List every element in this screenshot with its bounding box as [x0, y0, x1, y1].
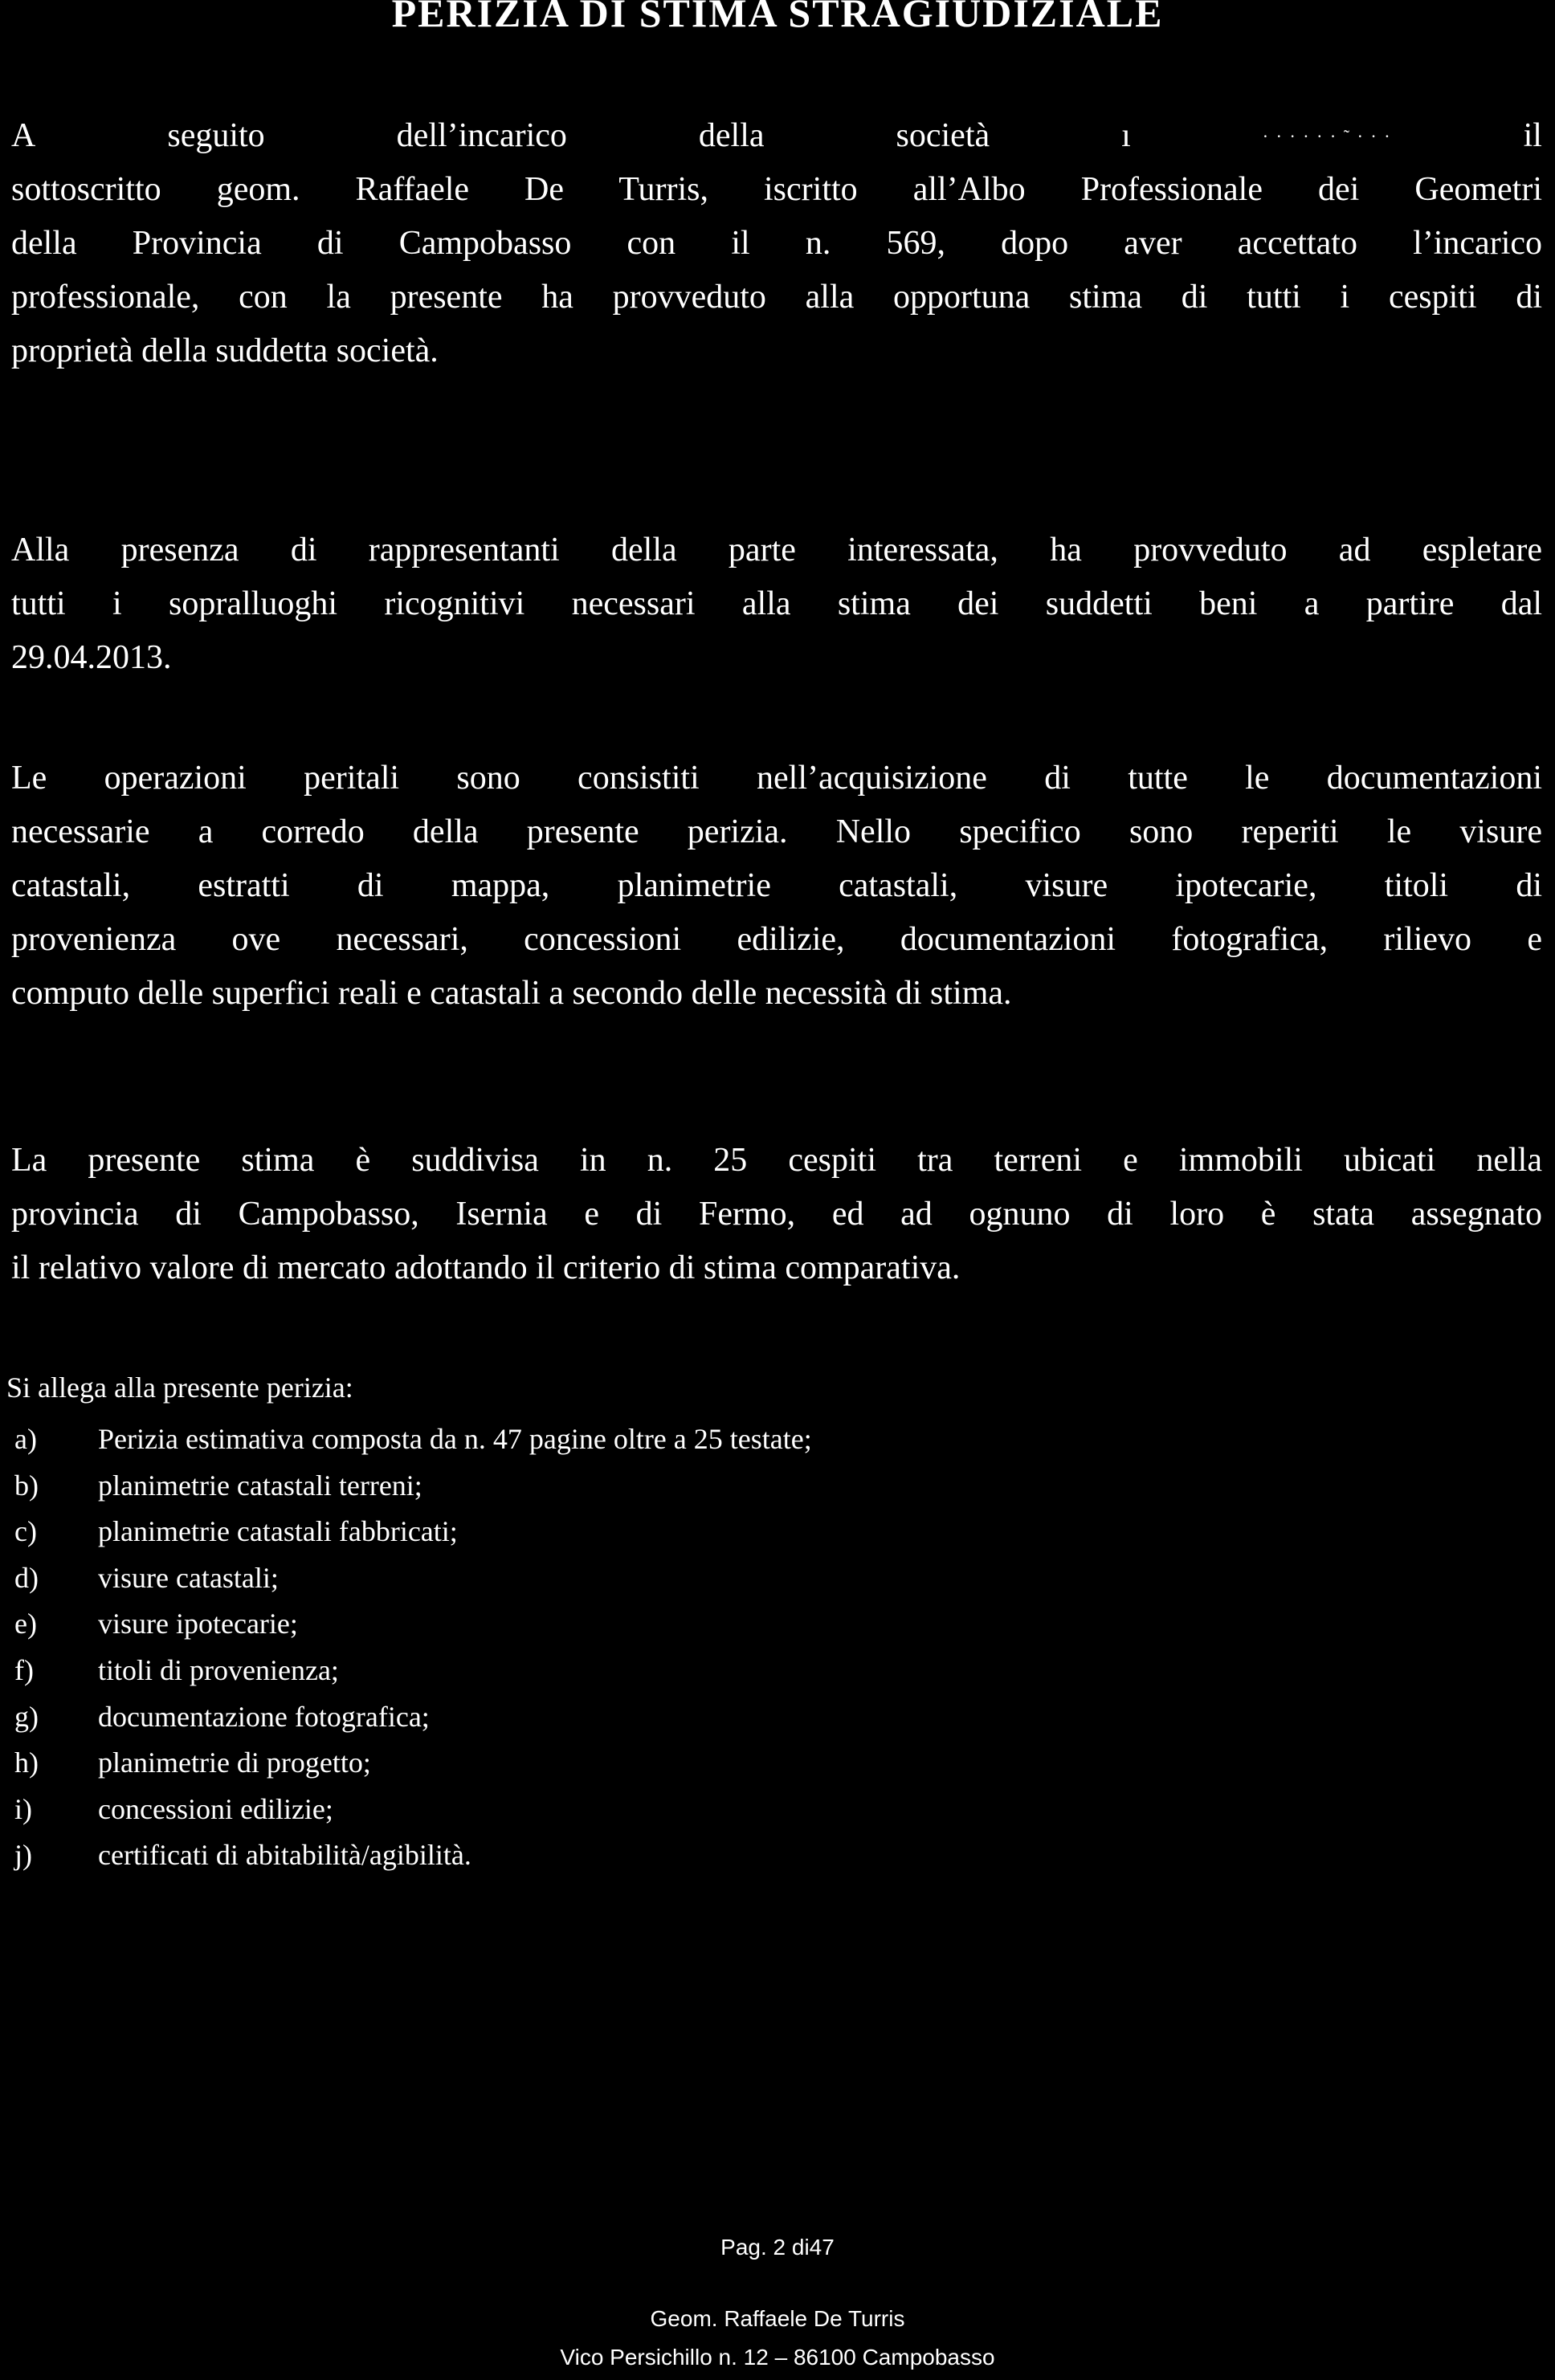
word: della	[698, 117, 765, 154]
list-letter: i)	[14, 1792, 32, 1825]
attachment-text: visure ipotecarie;	[98, 1608, 298, 1640]
paragraph-line: provincia di Campobasso, Isernia e di Fermo, ed ad ognuno di loro è stata assegnato	[11, 1196, 1542, 1233]
footer-author-name: Geom. Raffaele De Turris	[650, 2306, 905, 2331]
attachment-text: visure catastali;	[98, 1561, 279, 1594]
attachment-item	[13, 1740, 812, 1787]
attachment-item	[13, 1555, 812, 1602]
paragraph-line: proprietà della suddetta società.	[11, 332, 439, 369]
paragraph-line: computo delle superfici reali e catastali a secondo delle necessità di stima.	[11, 975, 1012, 1012]
paragraph-line: Le operazioni peritali sono consistiti nell’acquisizione di tutte le documentazioni	[11, 760, 1542, 797]
attachment-text: planimetrie di progetto;	[98, 1746, 371, 1779]
word: A	[11, 117, 36, 154]
paragraph-line: professionale, con la presente ha provveduto alla opportuna stima di tutti i cespiti di	[11, 279, 1542, 316]
list-letter: b)	[14, 1469, 39, 1502]
paragraph-sopralluoghi	[11, 524, 1542, 685]
paragraph-line: La presente stima è suddivisa in n. 25 cespiti tra terreni e immobili ubicati nella	[11, 1142, 1542, 1179]
attachment-text: certificati di abitabilità/agibilità.	[98, 1839, 471, 1872]
paragraph-line	[11, 109, 1542, 163]
paragraph-line: Alla presenza di rappresentanti della parte interessata, ha provveduto ad espletare	[11, 532, 1542, 569]
list-letter: h)	[14, 1746, 39, 1779]
footer-address: Vico Persichillo n. 12 – 86100 Campobasso	[560, 2345, 995, 2370]
word: società	[896, 117, 990, 154]
attachment-item	[13, 1601, 812, 1648]
attachment-item	[13, 1509, 812, 1555]
paragraph-line: tutti i sopralluoghi ricognitivi necessari alla stima dei suddetti beni a partire dal	[11, 585, 1542, 622]
word: seguito	[167, 117, 265, 154]
paragraph-line: sottoscritto geom. Raffaele De Turris, iscritto all’Albo Professionale dei Geometri	[11, 171, 1542, 208]
paragraph-line: 29.04.2013.	[11, 639, 172, 676]
attachment-item	[13, 1832, 812, 1879]
attachment-text: concessioni edilizie;	[98, 1792, 333, 1825]
word: dell’incarico	[396, 117, 567, 154]
attachment-item	[13, 1416, 812, 1463]
redaction-mark: ı	[1121, 117, 1131, 154]
paragraph-line: provenienza ove necessari, concessioni edilizie, documentazioni fotografica, rilievo e	[11, 921, 1542, 958]
attachments-list	[13, 1416, 812, 1879]
paragraph-line: catastali, estratti di mappa, planimetrie catastali, visure ipotecarie, titoli di	[11, 867, 1542, 904]
list-letter: c)	[14, 1515, 37, 1548]
paragraph-line: della Provincia di Campobasso con il n. 569, dopo aver accettato l’incarico	[11, 225, 1542, 262]
list-letter: g)	[14, 1700, 39, 1733]
paragraph-line: necessarie a corredo della presente perizia. Nello specifico sono reperiti le visure	[11, 813, 1542, 850]
page-number: Pag. 2 di47	[720, 2235, 835, 2260]
list-letter: d)	[14, 1561, 39, 1594]
list-letter: a)	[14, 1423, 37, 1455]
document-title: PERIZIA DI STIMA STRAGIUDIZIALE	[391, 0, 1164, 35]
list-letter: j)	[14, 1839, 32, 1872]
attachment-item	[13, 1463, 812, 1510]
redacted-company-name: · · · · · · ˜ · · ·	[1262, 126, 1392, 146]
attachment-item	[13, 1694, 812, 1741]
attachment-text: documentazione fotografica;	[98, 1700, 430, 1733]
attachment-item	[13, 1648, 812, 1694]
paragraph-operazioni	[11, 752, 1542, 1021]
attachment-item	[13, 1787, 812, 1833]
list-letter: f)	[14, 1653, 34, 1686]
paragraph-incarico	[11, 109, 1542, 378]
attachment-text: titoli di provenienza;	[98, 1653, 339, 1686]
attachments-intro: Si allega alla presente perizia:	[6, 1371, 353, 1404]
paragraph-suddivisione	[11, 1134, 1542, 1295]
list-letter: e)	[14, 1608, 37, 1640]
word: il	[1523, 117, 1542, 154]
paragraph-line: il relativo valore di mercato adottando il criterio di stima comparativa.	[11, 1249, 961, 1286]
attachment-text: planimetrie catastali fabbricati;	[98, 1515, 458, 1548]
attachment-text: planimetrie catastali terreni;	[98, 1469, 422, 1502]
attachment-text: Perizia estimativa composta da n. 47 pagine oltre a 25 testate;	[98, 1423, 812, 1455]
